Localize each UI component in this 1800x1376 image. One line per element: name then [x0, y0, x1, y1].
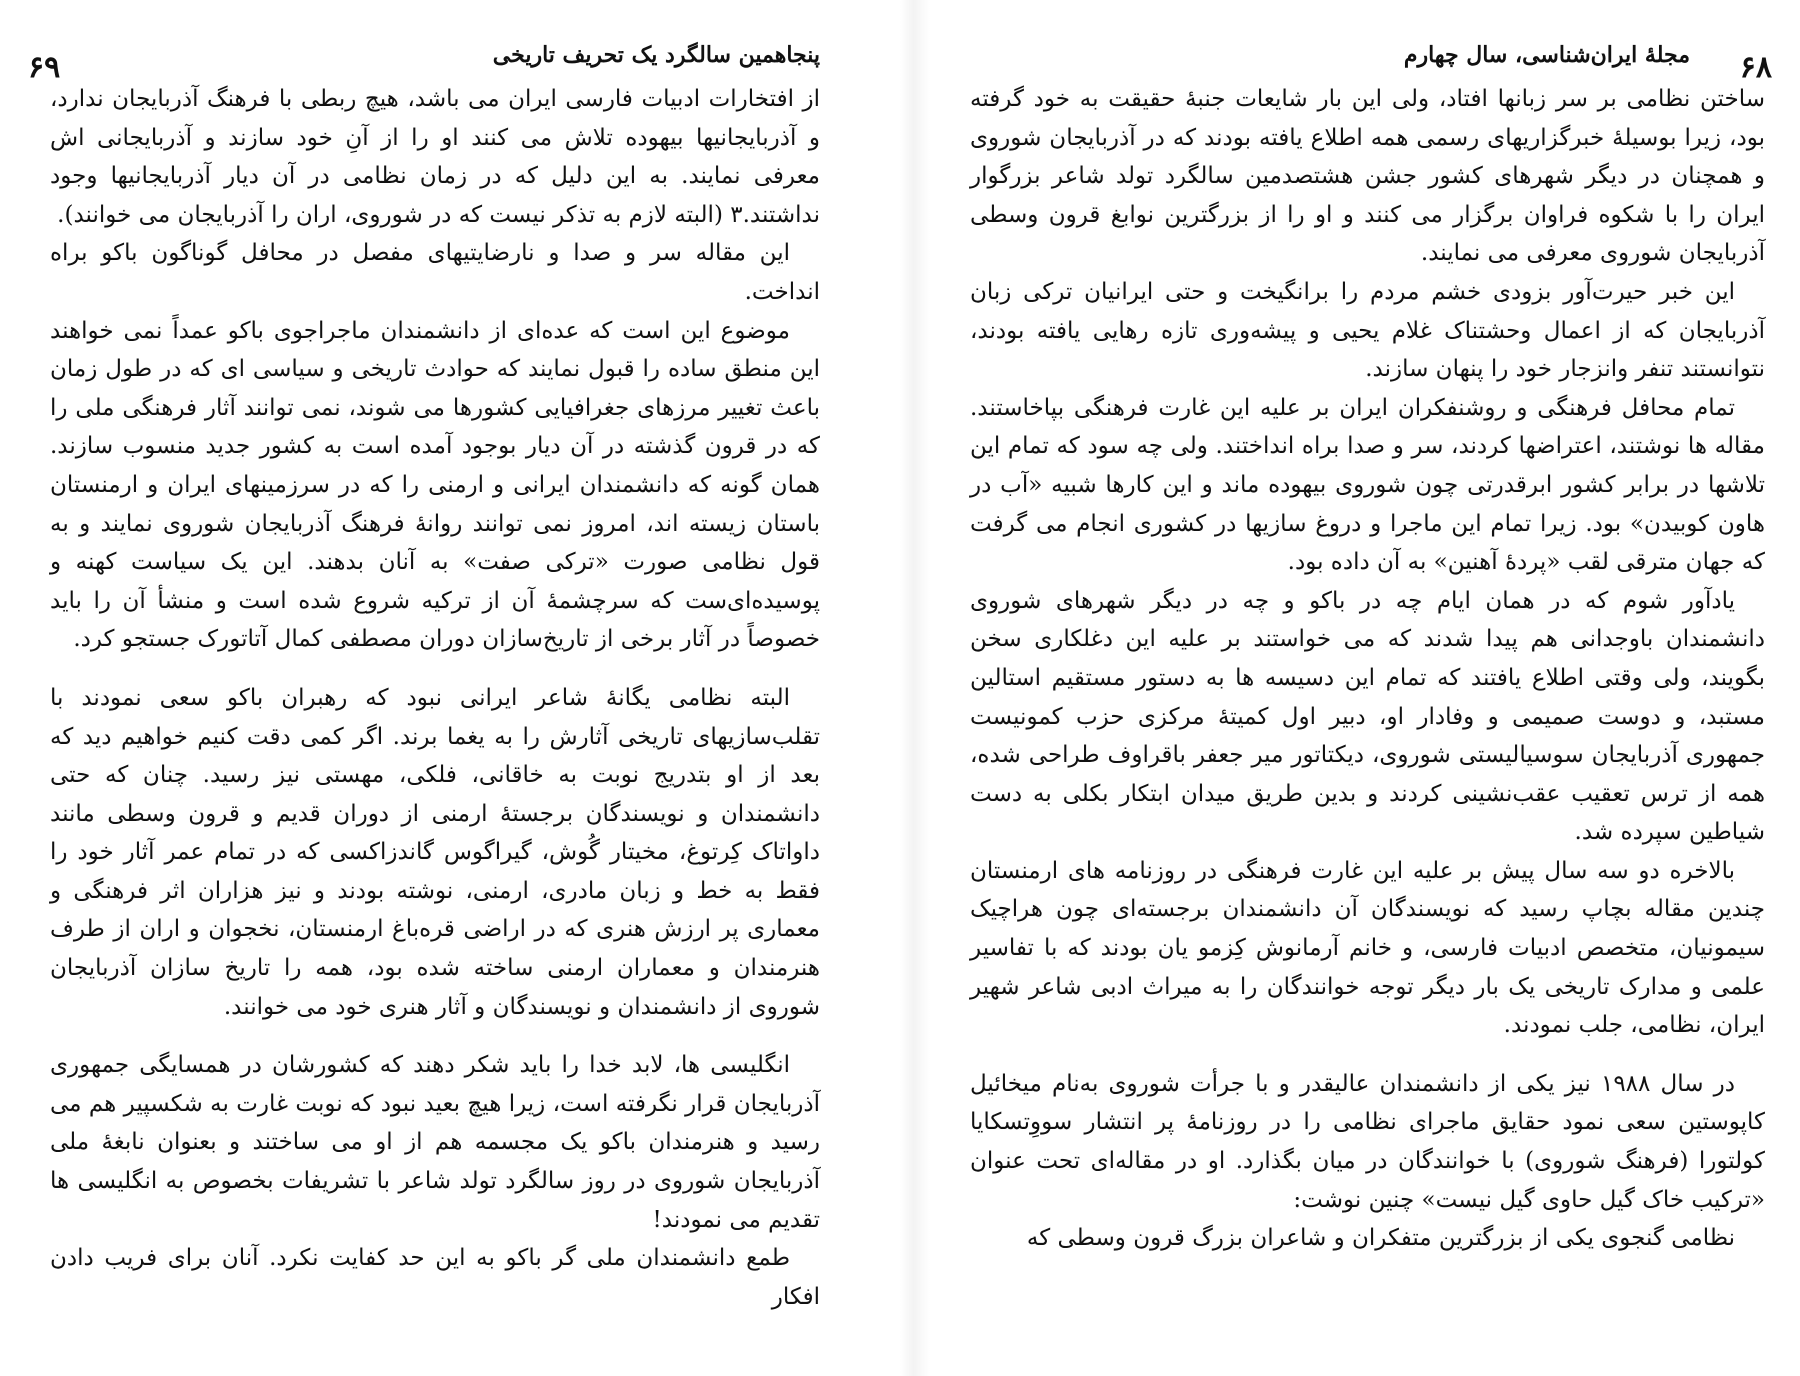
- paragraph: موضوع این است که عده‌ای از دانشمندان ماجراجوی باکو عمداً نمی خواهند این منطق ساده را قبول نمایند که حوادث تاریخی و سیاسی ای که در طول زمان باعث تغییر مرزهای جغرافیایی کشورها می شوند، نمی توانند آثار فرهنگی ملی را که در قرون گذشته در آن دیار بوجود آمده است به کشور جدید منسوب سازند. همان گونه که دانشمندان ایرانی و ارمنی را که در سرزمینهای ایران و ارمنستان باستان زیسته اند، امروز نمی توانند روانهٔ فرهنگ آذربایجان شوروی نمایند و به قول نظامی صورت «ترکی صفت» به آنان بدهند. این یک سیاست کهنه و پوسیده‌ای‌ست که سرچشمهٔ آن از ترکیه شروع شده است و منشأ آن را باید خصوصاً در آثار برخی از تاریخ‌سازان دوران مصطفی کمال آتاتورک جستجو کرد.: [50, 317, 820, 653]
- paragraph: در سال ۱۹۸۸ نیز یکی از دانشمندان عالیقدر و با جرأت شوروی به‌نام میخائیل کاپوستین سعی نمود حقایق ماجرای نظامی را در روزنامهٔ پر انتشار سووِتسکایا کولتورا (فرهنگ شوروی) با خوانندگان در میان بگذارد. او در مقاله‌ای تحت عنوان «ترکیب خاک گیل حاوی گیل نیست» چنین نوشت:: [970, 1070, 1765, 1213]
- paragraph: این خبر حیرت‌آور بزودی خشم مردم را برانگیخت و حتی ایرانیان ترکی زبان آذربایجان که از اعمال وحشتناک غلام یحیی و پیشه‌وری تازه رهایی یافته بودند، نتوانستند تنفر وانزجار خود را پنهان سازند.: [970, 278, 1765, 383]
- paragraph: این مقاله سر و صدا و نارضایتیهای مفصل در محافل گوناگون باکو براه انداخت.: [50, 240, 820, 305]
- page-body: [970, 80, 1765, 1258]
- left-page: [0, 0, 880, 1376]
- paragraph: از افتخارات ادبیات فارسی ایران می باشد، هیچ ربطی با فرهنگ آذربایجان ندارد، و آذربایجانیها بیهوده تلاش می کنند او را از آنِ خود سازند و آذربایجانی اش معرفی نمایند. به این دلیل که در زمان نظامی در آن دیار آذربایجانیها وجود نداشتند.۳ (البته لازم به تذکر نیست که در شوروی، اران را آذربایجان می خوانند).: [50, 86, 820, 228]
- paragraph: نظامی گنجوی یکی از بزرگترین متفکران و شاعران بزرگ قرون وسطی که: [1026, 1225, 1735, 1252]
- paragraph: بالاخره دو سه سال پیش بر علیه این غارت فرهنگی در روزنامه های ارمنستان چندین مقاله بچاپ رسید که نویسندگان آن دانشمندان برجسته‌ای چون هراچیک سیمونیان، متخصص ادبیات فارسی، و خانم آرمانوش کِزمو یان بودند که با تفاسیر علمی و مدارک تاریخی یک بار دیگر توجه خوانندگان را به میراث ادبی شاعر شهیر ایران، نظامی، جلب نمودند.: [970, 857, 1765, 1039]
- page-number: ۶۸: [1739, 50, 1772, 85]
- paragraph: ساختن نظامی بر سر زبانها افتاد، ولی این بار شایعات جنبهٔ حقیقت به خود گرفته بود، زیرا بوسیلهٔ خبرگزاریهای رسمی همه اطلاع یافته بودند که در آذربایجان شوروی و همچنان در دیگر شهرهای کشور جشن هشتصدمین سالگرد تولد شاعر بزرگوار ایران را با شکوه فراوان برگزار می کنند و او را از بزرگترین نوابغ قرون وسطی آذربایجان شوروی معرفی می نمایند.: [970, 86, 1765, 267]
- paragraph: یادآور شوم که در همان ایام چه در باکو و چه در دیگر شهرهای شوروی دانشمندان باوجدانی هم پیدا شدند که می خواستند بر علیه این دغلکاری سخن بگویند، ولی وقتی اطلاع یافتند که تمام این دسیسه ها به دستور مستقیم استالین مستبد، و دوست صمیمی و وفادار او، دبیر اول کمیتهٔ مرکزی حزب کمونیست جمهوری آذربایجان سوسیالیستی شوروی، دیکتاتور میر جعفر باقراوف طراحی شده، همه از ترس تعقیب عقب‌نشینی کردند و بدین طریق میدان ابتکار بکلی به دست شیاطین سپرده شد.: [970, 587, 1765, 846]
- right-page: [950, 0, 1800, 1376]
- running-head: مجلهٔ ایران‌شناسی، سال چهارم: [1403, 42, 1690, 68]
- paragraph: انگلیسی ها، لابد خدا را باید شکر دهند که کشورشان در همسایگی جمهوری آذربایجان قرار نگرفته است، زیرا هیچ بعید نبود که نوبت غارت به شکسپیر هم می رسید و هنرمندان باکو یک مجسمه هم از او می ساختند و بعنوان نابغهٔ ملی آذربایجان شوروی در روز سالگرد تولد شاعر با تشریفات بخصوص به انگلیسی ها تقدیم می نمودند!: [50, 1052, 820, 1233]
- paragraph: تمام محافل فرهنگی و روشنفکران ایران بر علیه این غارت فرهنگی بپاخاستند. مقاله ها نوشتند، اعتراضها کردند، سر و صدا براه انداختند. ولی چه سود که تمام این تلاشها در برابر کشور ابرقدرتی چون شوروی بیهوده ماند و این کارها شبیه «آب در هاون کوبیدن» بود. زیرا تمام این ماجرا و دروغ سازیها در کشوری انجام می گرفت که جهان مترقی لقب «پردهٔ آهنین» به آن داده بود.: [970, 394, 1765, 576]
- page-body: [50, 80, 820, 1316]
- paragraph: طمع دانشمندان ملی گر باکو به این حد کفایت نکرد. آنان برای فریب دادن افکار: [50, 1245, 820, 1310]
- running-head: پنجاهمین سالگرد یک تحریف تاریخی: [492, 42, 820, 68]
- paragraph: البته نظامی یگانهٔ شاعر ایرانی نبود که رهبران باکو سعی نمودند با تقلب‌سازیهای تاریخی آثارش را به یغما برند. اگر کمی دقت کنیم خواهیم دید که بعد از او بتدریج نوبت به خاقانی، فلکی، مهستی نیز رسید. چنان که حتی دانشمندان و نویسندگان برجستهٔ ارمنی از دوران قدیم و قرون وسطی مانند داواتاک کِرتوغ، مخیتار گُوش، گیراگوس گاندزاکسی که در تمام عمر آثار خود را فقط به خط و زبان مادری، ارمنی، نوشته بودند و نیز هزاران اثر فرهنگی و معماری پر ارزش هنری که در اراضی قره‌باغ ارمنستان، نخجوان و اران از طرف هنرمندان و معماران ارمنی ساخته شده بود، همه را تاریخ سازان آذربایجان شوروی از دانشمندان و نویسندگان و آثار هنری خود می خوانند.: [50, 684, 820, 1020]
- book-gutter: [900, 0, 930, 1376]
- page-number: ۶۹: [28, 50, 61, 85]
